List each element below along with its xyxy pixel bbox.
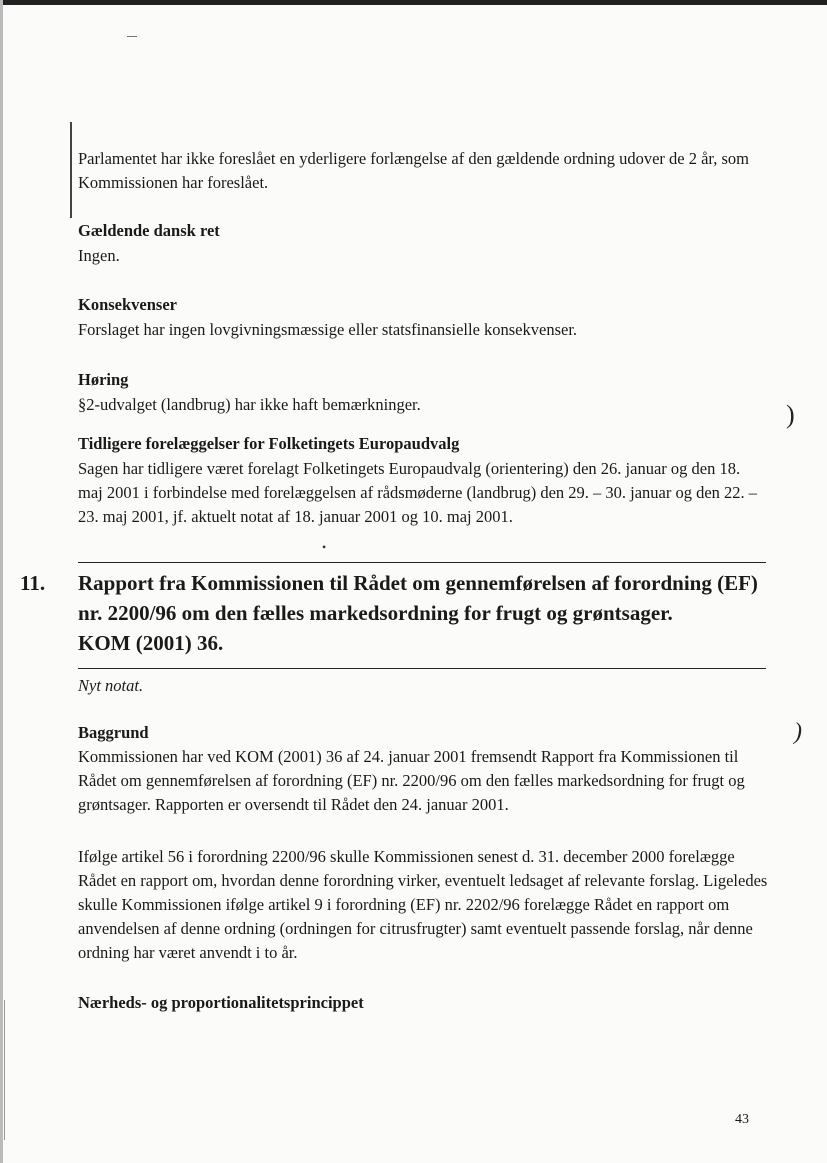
- top-scan-border: [0, 0, 827, 5]
- item-title-line3: KOM (2001) 36.: [78, 631, 224, 655]
- section-rule-top: [78, 562, 766, 563]
- section-rule-bottom: [78, 668, 766, 669]
- page-number: 43: [735, 1112, 749, 1127]
- scan-mark: [127, 36, 137, 37]
- body-konsekvenser: Forslaget har ingen lovgivningsmæssige eller statsfinansielle konsekvenser.: [78, 320, 578, 339]
- body-horing: §2-udvalget (landbrug) har ikke haft bemærkninger.: [78, 395, 421, 414]
- margin-bracket-mark: ): [786, 400, 795, 429]
- item-title: [78, 568, 778, 658]
- margin-bracket-mark: ): [794, 719, 802, 745]
- heading-gaeldende: Gældende dansk ret: [78, 221, 220, 240]
- body-gaeldende: Ingen.: [78, 246, 120, 265]
- item-title-line2: nr. 2200/96 om den fælles markedsordning for frugt og grøntsager.: [78, 601, 673, 625]
- heading-tidligere: Tidligere forelæggelser for Folketingets Europaudvalg: [78, 434, 460, 453]
- item-number: 11.: [20, 571, 46, 595]
- baggrund-paragraph-2: Ifølge artikel 56 i forordning 2200/96 skulle Kommissionen senest d. 31. december 2000 forelægge Rådet en rapport om, hvordan denne forordning virker, eventuelt ledsaget af relevante forslag. Ligeledes skulle Kommissionen ifølge artikel 9 i forordning (EF) nr. 2202/96 forelægge Rådet en rapport om anvendelsen af denne ordning (ordningen for citrusfrugter) samt eventuelt passende forslag, når denne ordning har været anvendt i to år.: [78, 847, 768, 962]
- left-scan-edge-line: [4, 1000, 5, 1140]
- heading-konsekvenser: Konsekvenser: [78, 295, 177, 314]
- item-title-line1: Rapport fra Kommissionen til Rådet om gennemførelsen af forordning (EF): [78, 571, 758, 595]
- body-tidligere: Sagen har tidligere været forelagt Folketingets Europaudvalg (orientering) den 26. januar og den 18. maj 2001 i forbindelse med forelæggelsen af rådsmøderne (landbrug) den 29. – 30. januar og den 22. – 23. maj 2001, jf. aktuelt notat af 18. januar 2001 og 10. maj 2001.: [78, 459, 758, 526]
- scan-dot: •: [322, 540, 327, 554]
- change-bar: [70, 122, 72, 218]
- heading-naerheds: Nærheds- og proportionalitetsprincippet: [78, 993, 364, 1012]
- item-note: Nyt notat.: [78, 676, 144, 695]
- left-scan-edge: [0, 0, 3, 1163]
- baggrund-paragraph-1: Kommissionen har ved KOM (2001) 36 af 24. januar 2001 fremsendt Rapport fra Kommissionen til Rådet om gennemførelsen af forordning (EF) nr. 2200/96 om den fælles markedsordning for frugt og grøntsager. Rapporten er oversendt til Rådet den 24. januar 2001.: [78, 747, 745, 814]
- heading-baggrund: Baggrund: [78, 723, 149, 742]
- intro-paragraph: Parlamentet har ikke foreslået en yderligere forlængelse af den gældende ordning udover de 2 år, som Kommissionen har foreslået.: [78, 149, 750, 192]
- heading-horing: Høring: [78, 370, 129, 389]
